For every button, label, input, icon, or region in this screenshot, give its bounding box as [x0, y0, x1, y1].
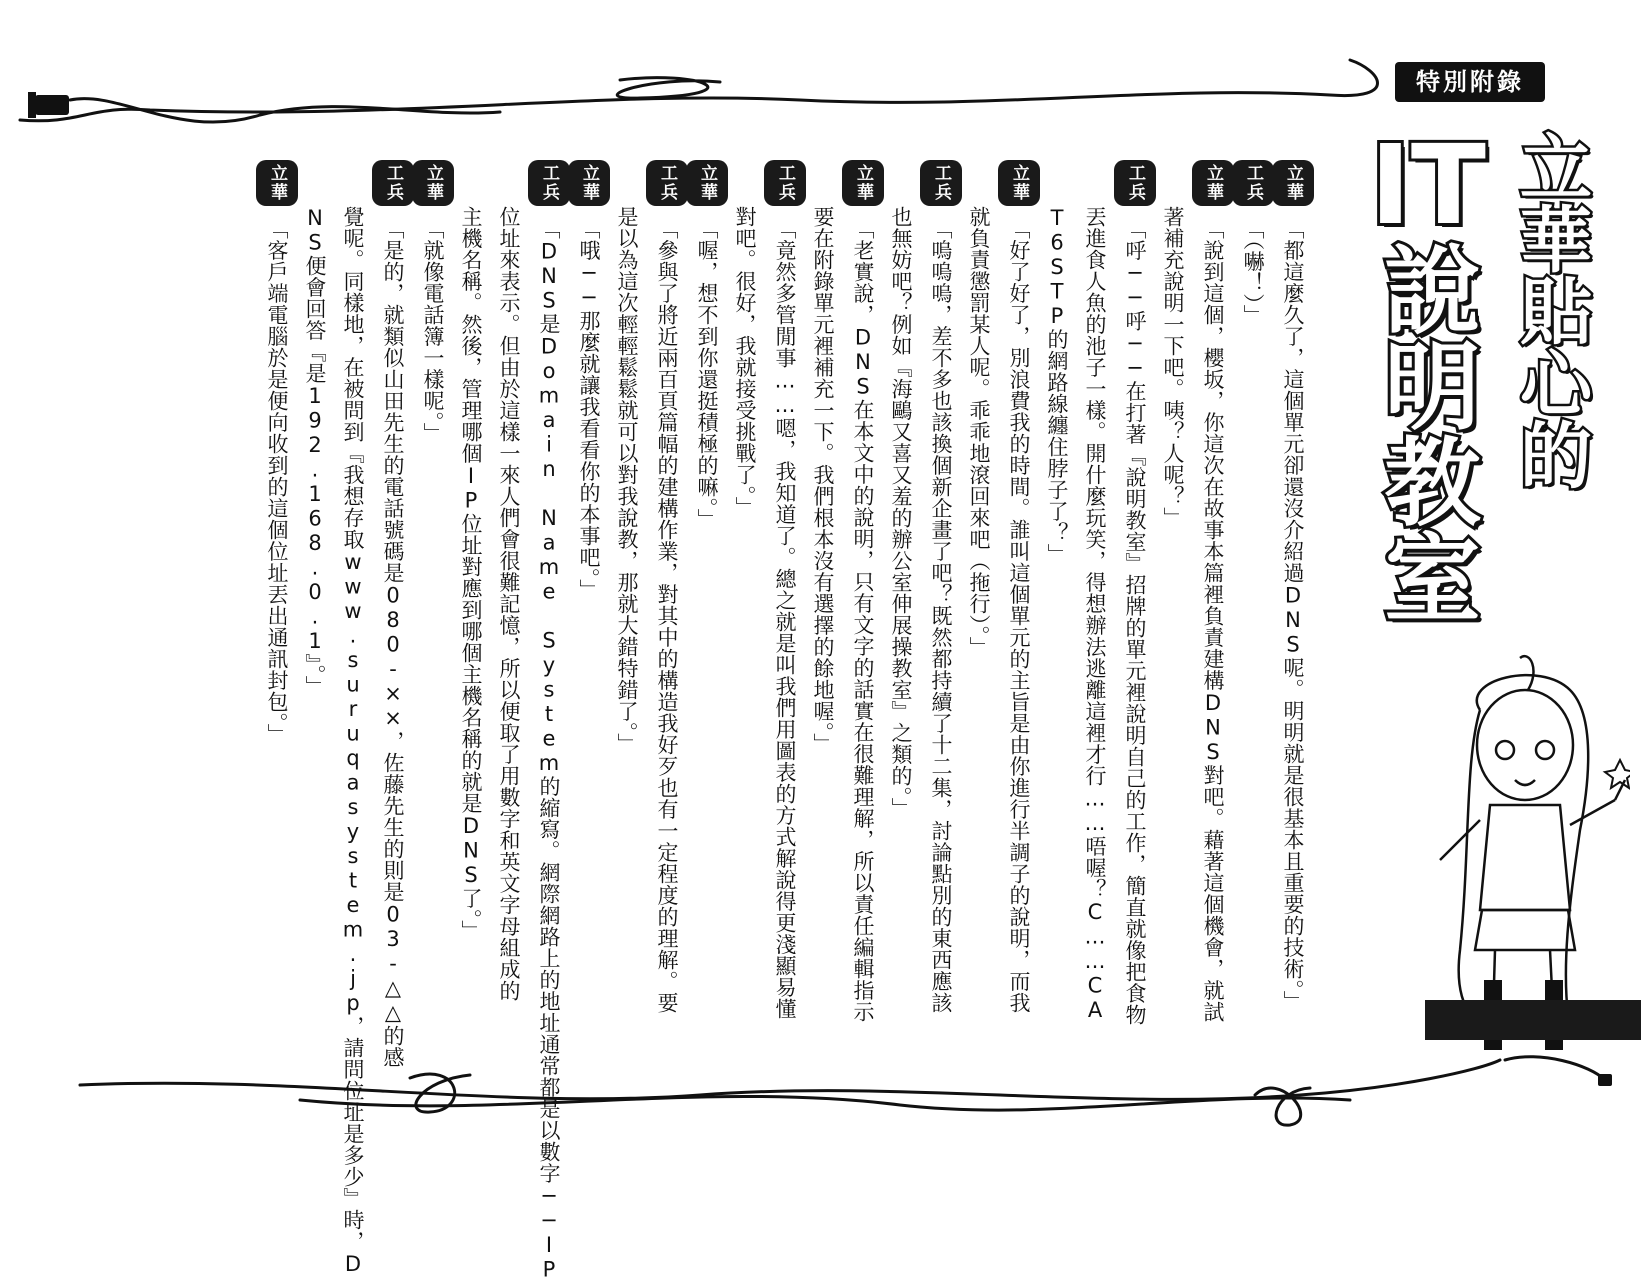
speaker-label: 立華 [998, 160, 1040, 206]
dialogue-text: 「喔，想不到你還挺積極的嘛。」 [695, 218, 719, 530]
speaker-label: 立華 [412, 160, 454, 206]
dialogue-text: 「嗚嗚嗚，差不多也該換個新企畫了吧？既然都持續了十二集，討論點別的東西應該 [929, 218, 953, 1014]
dialogue-line: 丟進食人魚的池子一樣。開什麼玩笑，得想辦法逃離這裡才行……唔喔？C……CA [1083, 206, 1107, 1023]
speaker-label: 工兵 [764, 160, 806, 206]
dialogue-line: 主機名稱。然後，管理哪個IP位址對應到哪個主機名稱的就是DNS了。」 [459, 206, 483, 942]
title-main: 說明教室 [1369, 240, 1481, 624]
speaker-label: 立華 [1192, 160, 1234, 206]
dialogue-line [764, 160, 806, 1020]
dialogue-text: 「就像電話簿一樣呢。」 [421, 218, 445, 444]
dialogue-line: 對吧。很好，我就接受挑戰了。」 [733, 206, 757, 518]
dialogue-text: 「竟然多管閒事……嗯，我知道了。總之就是叫我們用圖表的方式解說得更淺顯易懂 [773, 218, 797, 1020]
dialogue-line: NS便會回答『是192.168.0.1』。」 [303, 206, 327, 697]
dialogue-line: 位址來表示。但由於這樣一來人們會很難記憶，所以便取了用數字和英文字母組成的 [497, 206, 521, 1002]
speaker-label: 工兵 [1114, 160, 1156, 206]
dialogue-line [686, 160, 728, 530]
dialogue-entry [608, 160, 688, 1014]
speaker-label: 工兵 [372, 160, 414, 206]
dialogue-text: 「說到這個，櫻坂，你這次在故事本篇裡負責建構DNS對吧。藉著這個機會，就試 [1201, 218, 1225, 1023]
speaker-label: 立華 [256, 160, 298, 206]
dialogue-entry [804, 160, 884, 1023]
dialogue-line [1232, 160, 1274, 326]
speaker-label: 工兵 [1232, 160, 1274, 206]
dialogue-line: 要在附錄單元裡補充一下。我們根本沒有選擇的餘地喔。」 [811, 206, 835, 755]
dialogue-line: 就負責懲罰某人呢。乖乖地滾回來吧（拖行）。」 [967, 206, 991, 658]
dialogue-line [1192, 160, 1234, 1023]
dialogue-line [920, 160, 962, 1014]
dialogue-text: 「呼──呼──在打著『說明教室』招牌的單元裡說明自己的工作，簡直就像把食物 [1123, 218, 1147, 1026]
dialogue-line [998, 160, 1040, 1014]
special-appendix-tag: 特別附錄 [1395, 62, 1545, 102]
dialogue-text: 「是的，就類似山田先生的電話號碼是080-××，佐藤先生的則是03-△△的感 [381, 218, 405, 1068]
dialogue-entry [412, 160, 454, 444]
dialogue-entry [1154, 160, 1234, 1023]
dialogue-entry [726, 160, 806, 1020]
title-subtitle: 立華貼心的 [1508, 130, 1592, 490]
dialogue-entry [686, 160, 728, 530]
dialogue-line [412, 160, 454, 444]
dialogue-line [1272, 160, 1314, 1012]
dialogue-line [646, 160, 688, 1014]
dialogue-entry [256, 160, 298, 745]
dialogue-line [842, 160, 884, 1023]
dialogue-line [256, 160, 298, 745]
dialogue-line [568, 160, 610, 601]
title-it: IT [1370, 121, 1486, 249]
dialogue-text: 「參與了將近兩百頁篇幅的建構作業，對其中的構造我好歹也有一定程度的理解。要 [655, 218, 679, 1014]
dialogue-line [1114, 160, 1156, 1026]
decorative-black-bar [1425, 1000, 1641, 1040]
speaker-label: 立華 [1272, 160, 1314, 206]
dialogue-text: 「都這麼久了，這個單元卻還沒介紹過DNS呢。明明就是很基本且重要的技術。」 [1281, 218, 1305, 1012]
dialogue-line: 也無妨吧？例如『海鷗又喜又羞的辦公室伸展操教室』之類的。」 [889, 206, 913, 819]
dialogue-entry [296, 160, 414, 1277]
dialogue-entry [1038, 160, 1156, 1026]
dialogue-text: 「哦──那麼就讓我看看你的本事吧。」 [577, 218, 601, 601]
dialogue-line: T6STP的網路線纏住脖子了？」 [1045, 206, 1069, 565]
dialogue-text: 「好了好了，別浪費我的時間。誰叫這個單元的主旨是由你進行半調子的說明，而我 [1007, 218, 1031, 1014]
dialogue-line [528, 160, 570, 1282]
dialogue-text: 「DNS是Domain Name System的縮寫。網際網路上的地址通常都是以數字──IP [537, 218, 561, 1282]
speaker-label: 立華 [568, 160, 610, 206]
speaker-label: 工兵 [646, 160, 688, 206]
dialogue-text: 「客戶端電腦於是便向收到的這個位址丟出通訊封包。」 [265, 218, 289, 745]
dialogue-text: 「老實說，DNS在本文中的說明，只有文字的話實在很難理解，所以責任編輯指示 [851, 218, 875, 1023]
dialogue-entry [568, 160, 610, 601]
dialogue-line: 覺呢。同樣地，在被問到『我想存取www.suruqasystem.jp，請問位址是多少』時，D [341, 206, 365, 1277]
dialogue-entry [882, 160, 962, 1014]
dialogue-line: 是以為這次輕輕鬆鬆就可以對我說教，那就大錯特錯了。」 [615, 206, 639, 755]
speaker-label: 工兵 [528, 160, 570, 206]
speaker-label: 立華 [842, 160, 884, 206]
dialogue-line: 著補充說明一下吧。咦？人呢？」 [1161, 206, 1185, 529]
speaker-label: 工兵 [920, 160, 962, 206]
dialogue-entry [452, 160, 570, 1282]
dialogue-entry [1232, 160, 1274, 326]
dialogue-line [372, 160, 414, 1277]
speaker-label: 立華 [686, 160, 728, 206]
dialogue-entry [960, 160, 1040, 1014]
dialogue-entry [1272, 160, 1314, 1012]
dialogue-text: 「（嚇！）」 [1241, 218, 1265, 326]
